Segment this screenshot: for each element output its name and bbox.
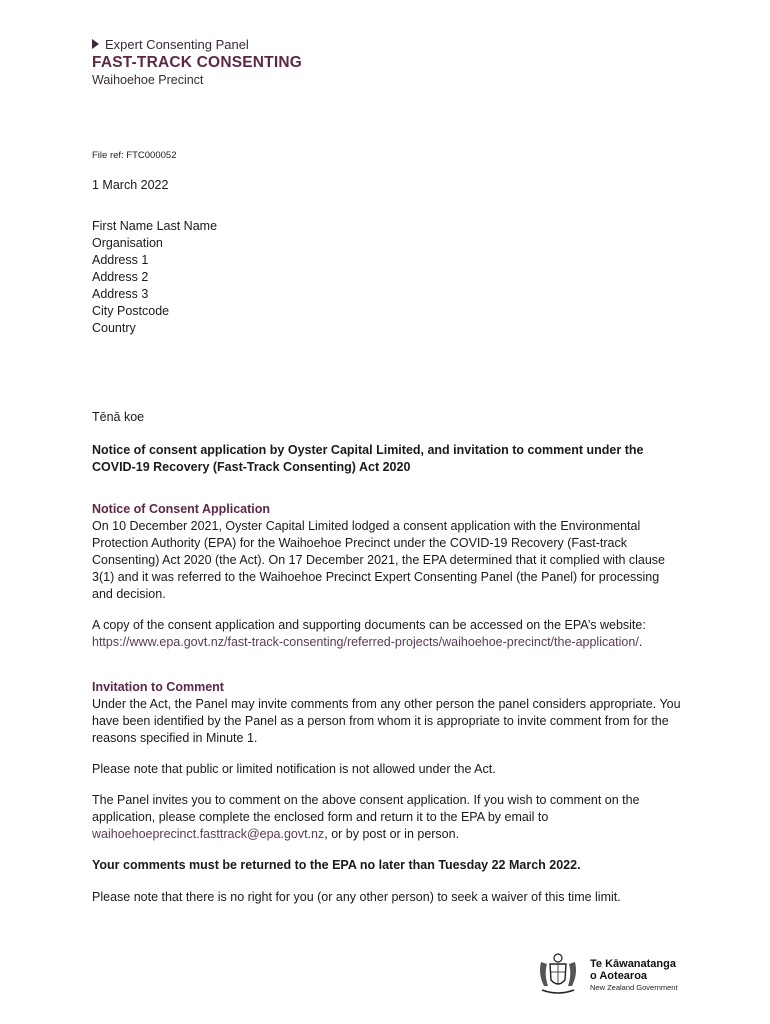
coat-of-arms-icon bbox=[534, 950, 582, 998]
waiver-notice: Please note that there is no right for you (or any other person) to seek a waiver of this time limit. bbox=[92, 890, 621, 904]
website-text: A copy of the consent application and supporting documents can be accessed on the EPA’s website: bbox=[92, 618, 646, 632]
address-line: Address 3 bbox=[92, 287, 149, 301]
comment-paragraph bbox=[92, 792, 682, 843]
header-title: FAST-TRACK CONSENTING bbox=[92, 54, 303, 71]
address-line: Country bbox=[92, 321, 136, 335]
letter-subject: Notice of consent application by Oyster Capital Limited, and invitation to comment under the COVID-19 Recovery (Fast-Track Consenting) Act 2020 bbox=[92, 443, 644, 474]
gov-name-english: New Zealand Government bbox=[590, 983, 678, 992]
address-line: City Postcode bbox=[92, 304, 170, 318]
notice-heading: Notice of Consent Application bbox=[92, 502, 271, 516]
notification-paragraph: Please note that public or limited notification is not allowed under the Act. bbox=[92, 762, 496, 776]
letter-date: 1 March 2022 bbox=[92, 178, 169, 192]
address-line: Organisation bbox=[92, 236, 163, 250]
invitation-paragraph: Under the Act, the Panel may invite comments from any other person the panel considers appropriate. You have been identified by the Panel as a person from whom it is appropriate to invite comment from for the reasons specified in Minute 1. bbox=[92, 697, 681, 745]
address-line: First Name Last Name bbox=[92, 219, 218, 233]
comment-text: The Panel invites you to comment on the above consent application. If you wish to comment on the application, please complete the enclosed form and return it to the EPA by email to bbox=[92, 793, 640, 824]
deadline-notice: Your comments must be returned to the EPA no later than Tuesday 22 March 2022. bbox=[92, 858, 581, 872]
gov-name-maori-1: Te Kāwanatanga bbox=[590, 958, 676, 970]
gov-name-maori-2: o Aotearoa bbox=[590, 970, 648, 982]
panel-name: Expert Consenting Panel bbox=[105, 37, 249, 52]
recipient-address bbox=[92, 218, 217, 337]
nz-government-logo bbox=[534, 950, 689, 998]
greeting: Tēnā koe bbox=[92, 410, 145, 424]
email-link[interactable]: waihoehoeprecinct.fasttrack@epa.govt.nz bbox=[92, 827, 325, 841]
panel-label bbox=[92, 37, 249, 52]
comment-tail: , or by post or in person. bbox=[324, 827, 460, 841]
address-line: Address 2 bbox=[92, 270, 149, 284]
website-paragraph: A copy of the consent application and supporting documents can be accessed on the EPA’s website: https://www.epa.govt.nz/fast-track-consenting/referred-projects/waihoehoe-precinct/the-application/. bbox=[92, 618, 646, 649]
file-reference: File ref: FTC000052 bbox=[92, 150, 177, 161]
header-precinct: Waihoehoe Precinct bbox=[92, 73, 204, 87]
application-link[interactable]: https://www.epa.govt.nz/fast-track-consenting/referred-projects/waihoehoe-precinct/the-application/ bbox=[92, 635, 639, 649]
invitation-heading: Invitation to Comment bbox=[92, 680, 224, 694]
triangle-icon bbox=[92, 39, 99, 49]
address-line: Address 1 bbox=[92, 253, 149, 267]
notice-paragraph: On 10 December 2021, Oyster Capital Limited lodged a consent application with the Environmental Protection Authority (EPA) for the Waihoehoe Precinct under the COVID-19 Recovery (Fast-track Consenting) Act 2020 (the Act). On 17 December 2021, the EPA determined that it complied with clause 3(1) and it was referred to the Waihoehoe Precinct Expert Consenting Panel (the Panel) for processing and decision. bbox=[92, 519, 666, 601]
